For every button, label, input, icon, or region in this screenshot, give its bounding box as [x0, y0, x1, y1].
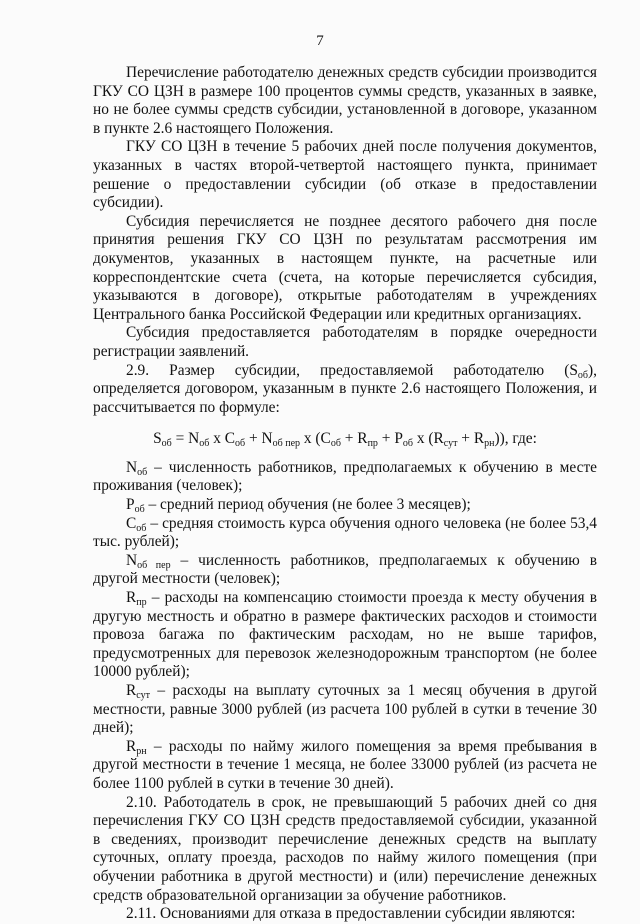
subsidy-formula: $S_{об} = N_{об}$ x $C_{об} + N_{об пер}$ x ($C_{об} + R_{пр} + P_{об}$ x $(R_{сут} + R_{рн})$), где:	[153, 430, 537, 450]
page-number: 7	[316, 33, 324, 49]
document-body	[93, 64, 597, 924]
paragraph-order: Субсидия предоставляется работодателям в порядке очередности регистрации заявлений.	[93, 324, 597, 360]
paragraph-2-9: 2.9. Размер субсидии, предоставляемой работодателю $(S_{об})$, определяется договором, указанным в пункте 2.6 настоящего Положения, и рассчитывается по формуле:	[93, 361, 597, 416]
paragraph-2-11: 2.11. Основаниями для отказа в предоставлении субсидии являются:	[126, 905, 576, 923]
definition-p-ob: $P_{об}$ – средний период обучения (не более 3 месяцев);	[126, 496, 471, 516]
definition-r-rn: $R_{рн}$ – расходы по найму жилого помещения за время пребывания в другой местности в течение 1 месяца, не более 33000 рублей (из расчета не более 1100 рублей в сутки в течение 30 дней).	[93, 737, 597, 792]
paragraph-transfer: Перечисление работодателю денежных средств субсидии производится ГКУ СО ЦЗН в размере 100 процентов суммы средств, указанных в заявке, но не более суммы средств субсидии, установленной в договоре, указанном в пункте 2.6 настоящего Положения.	[93, 64, 597, 137]
definition-n-ob: $N_{об}$ – численность работников, предполагаемых к обучению в месте проживания (человек);	[93, 458, 597, 495]
definition-r-sut: $R_{сут}$ – расходы на выплату суточных за 1 месяц обучения в другой местности, равные 3000 рублей (из расчета 100 рублей в сутки в течение 30 дней);	[93, 682, 597, 737]
definition-c-ob: $C_{об}$ – средняя стоимость курса обучения одного человека (не более 53,4 тыс. рублей);	[93, 514, 597, 551]
definition-r-pr: $R_{пр}$ – расходы на компенсацию стоимости проезда к месту обучения в другую местность и обратно в размере фактических расходов и стоимости провоза багажа по фактическим расходам, но не выше тарифов, предусмотренных для перевозок железнодорожным транспортом (не более 10000 рублей);	[93, 589, 597, 681]
paragraph-2-10: 2.10. Работодатель в срок, не превышающий 5 рабочих дней со дня перечисления ГКУ СО ЦЗН средств предоставляемой субсидии, указанной в сведениях, производит перечисление денежных средств на выплату суточных, оплату проезда, расходов по найму жилого помещения (при обучении работника в другой местности) и (или) перечисление денежных средств образовательной организации за обучение работников.	[93, 793, 597, 904]
paragraph-decision: ГКУ СО ЦЗН в течение 5 рабочих дней после получения документов, указанных в частях второй-четвертой настоящего пункта, принимает решение о предоставлении субсидии (об отказе в предоставлении субсидии).	[93, 138, 597, 212]
paragraph-deadline: Субсидия перечисляется не позднее десятого рабочего дня после принятия решения ГКУ СО ЦЗН по результатам рассмотрения им документов, указанных в настоящем пункте, на расчетные или корреспондентские счета (счета, на которые перечисляется субсидия, указываются в договоре), открытые работодателям в учреждениях Центрального банка Российской Федерации или кредитных организациях.	[93, 212, 597, 323]
definition-n-ob-per: $N_{об пер}$ – численность работников, предполагаемых к обучению в другой местности (человек);	[93, 551, 597, 588]
